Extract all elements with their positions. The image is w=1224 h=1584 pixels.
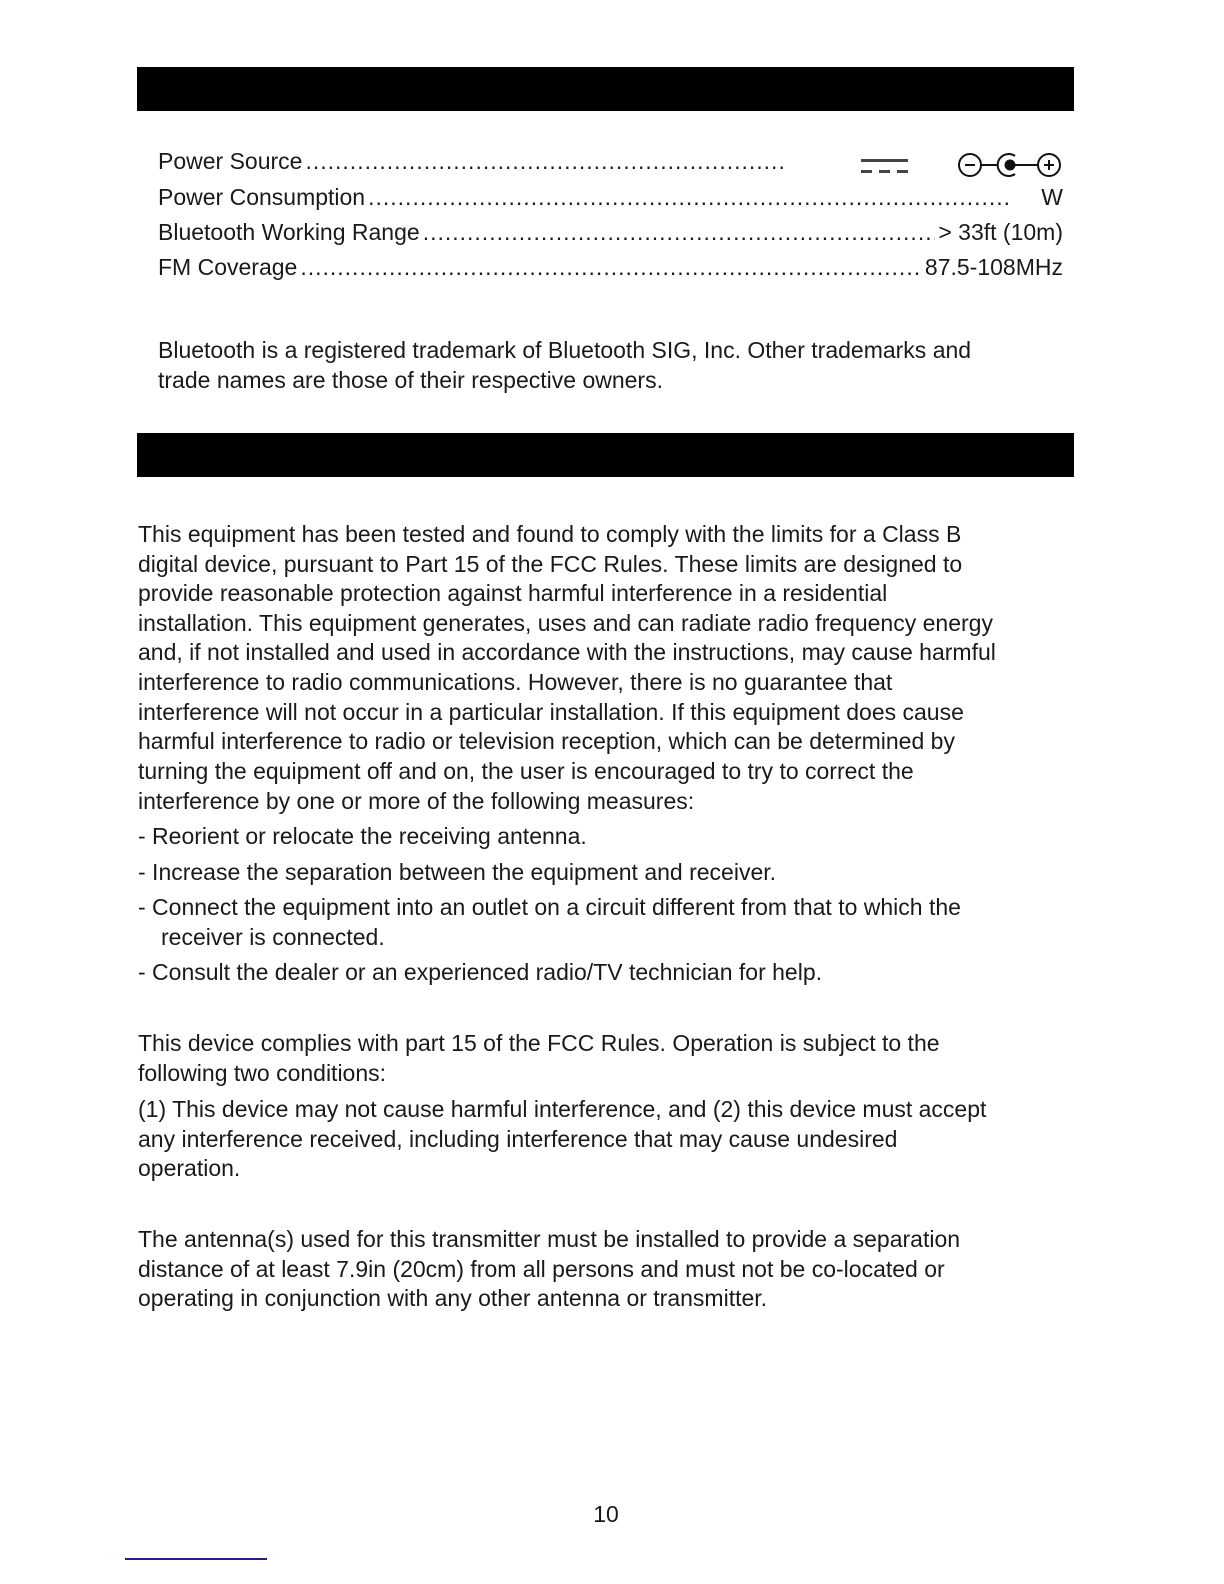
trademark-text: trade names are those of their respective owners.: [158, 367, 663, 393]
spec-label: FM Coverage: [158, 254, 298, 280]
dot-leader: [368, 184, 1011, 211]
list-item: - Connect the equipment into an outlet on a circuit different from that to which the: [138, 894, 961, 920]
spec-value: > 33ft (10m): [938, 219, 1063, 245]
list-item: - Reorient or relocate the receiving antenna.: [138, 823, 587, 849]
text-line: interference by one or more of the following measures:: [138, 788, 695, 814]
spec-value: W: [1041, 184, 1063, 210]
spec-row-power-consumption: [158, 184, 1063, 216]
dot-leader: [300, 254, 922, 281]
antenna-text: distance of at least 7.9in (20cm) from all persons and must not be co-located or: [138, 1256, 945, 1282]
compliance-text: This device complies with part 15 of the FCC Rules. Operation is subject to the: [138, 1030, 940, 1056]
list-item: - Increase the separation between the equipment and receiver.: [138, 859, 777, 885]
text-line: harmful interference to radio or television reception, which can be determined by: [138, 728, 955, 754]
text-line: This equipment has been tested and found to comply with the limits for a Class B: [138, 521, 962, 547]
text-line: and, if not installed and used in accordance with the instructions, may cause harmful: [138, 639, 996, 665]
compliance-text: following two conditions:: [138, 1060, 387, 1086]
dot-leader: [305, 148, 785, 175]
antenna-text: operating in conjunction with any other antenna or transmitter.: [138, 1285, 768, 1311]
text-line: installation. This equipment generates, uses and can radiate radio frequency energy: [138, 610, 993, 636]
dot-leader: [423, 219, 936, 246]
footnote-divider: [125, 1558, 267, 1560]
list-item: - Consult the dealer or an experienced radio/TV technician for help.: [138, 959, 823, 985]
conditions-text: (1) This device may not cause harmful interference, and (2) this device must accept: [138, 1096, 987, 1122]
text-line: digital device, pursuant to Part 15 of the FCC Rules. These limits are designed to: [138, 551, 963, 577]
text-line: turning the equipment off and on, the user is encouraged to try to correct the: [138, 758, 914, 784]
trademark-text: Bluetooth is a registered trademark of Bluetooth SIG, Inc. Other trademarks and: [158, 337, 972, 363]
spec-row-fm-coverage: [158, 254, 1063, 286]
spec-value: 87.5-108MHz: [924, 254, 1063, 280]
antenna-text: The antenna(s) used for this transmitter must be installed to provide a separation: [138, 1226, 961, 1252]
spec-label: Bluetooth Working Range: [158, 219, 420, 245]
spec-label: Power Consumption: [158, 184, 366, 210]
text-line: provide reasonable protection against harmful interference in a residential: [138, 580, 888, 606]
conditions-text: operation.: [138, 1155, 241, 1181]
page-number: 10: [593, 1501, 619, 1527]
section-header-bar-fcc: [137, 433, 1074, 477]
text-line: interference to radio communications. However, there is no guarantee that: [138, 669, 893, 695]
list-item-continuation: receiver is connected.: [161, 924, 385, 950]
spec-row-power-source: [158, 148, 788, 180]
spec-label: Power Source: [158, 148, 303, 174]
spec-row-bluetooth-range: [158, 219, 1063, 251]
section-header-bar-specifications: [137, 67, 1074, 111]
dc-symbol-icon: [860, 157, 910, 177]
text-line: interference will not occur in a particular installation. If this equipment does cause: [138, 699, 964, 725]
dc-polarity-icon: [957, 150, 1063, 180]
conditions-text: any interference received, including interference that may cause undesired: [138, 1126, 898, 1152]
